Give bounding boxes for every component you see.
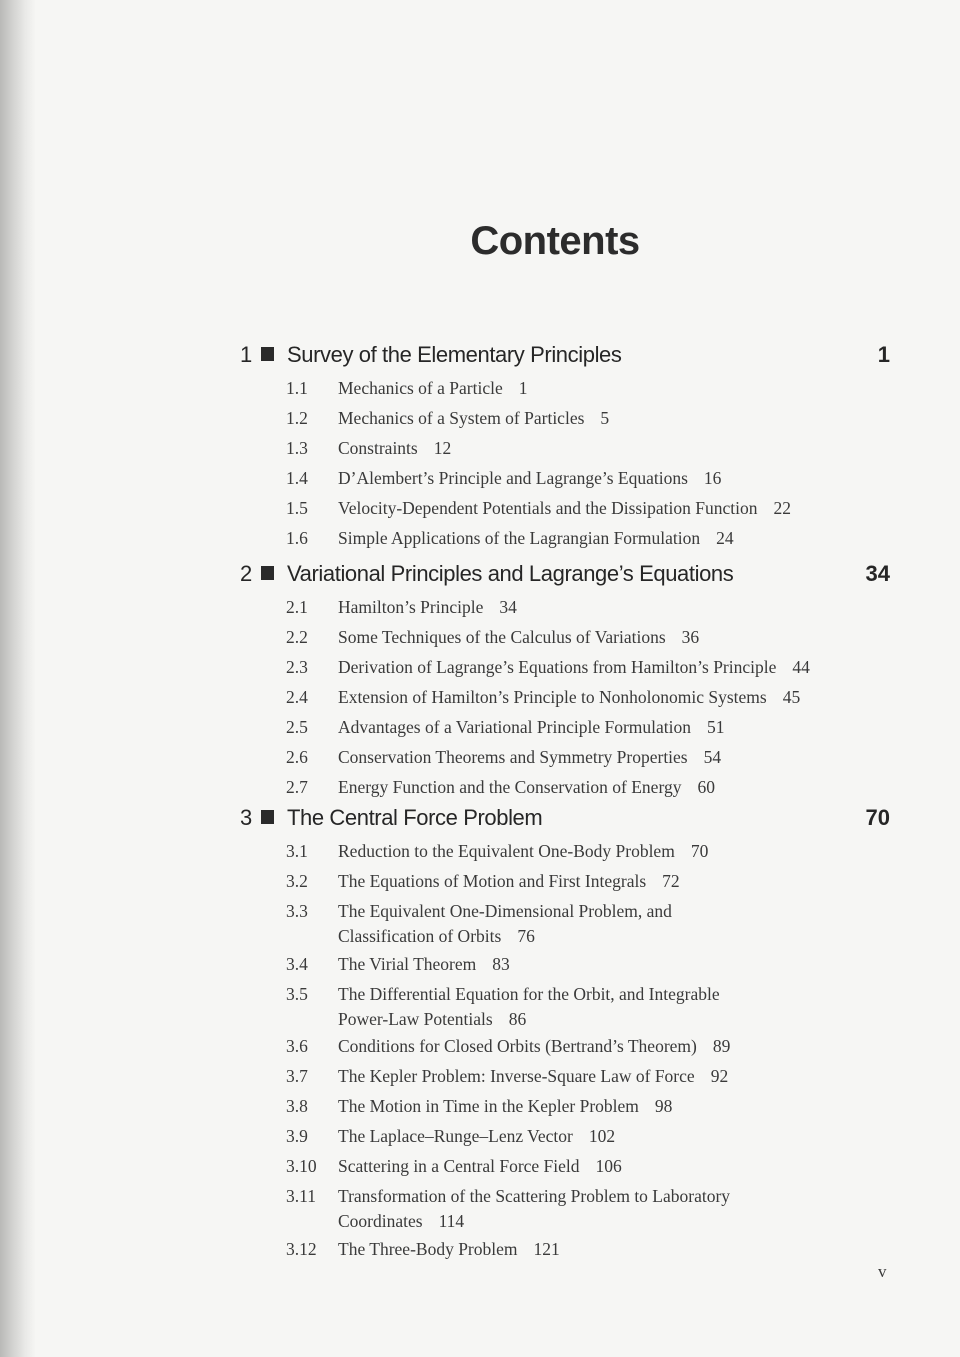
section-title: Reduction to the Equivalent One-Body Problem: [338, 841, 675, 861]
section-number: 2.3: [286, 657, 308, 677]
section-page: 70: [690, 841, 709, 861]
toc-entry[interactable]: [240, 745, 890, 773]
section-number: 3.12: [286, 1238, 317, 1259]
chapter-heading[interactable]: [240, 342, 890, 372]
chapter-title: Variational Principles and Lagrange’s Equations: [287, 561, 734, 586]
section-title: The Equivalent One-Dimensional Problem, and Classification of Orbits: [338, 901, 672, 946]
section-page: 89: [712, 1036, 731, 1056]
section-number: 3.10: [286, 1156, 317, 1176]
toc-entry[interactable]: [240, 466, 890, 494]
section-page: 36: [681, 627, 700, 647]
section-number: 1.6: [286, 528, 308, 548]
section-page: 5: [600, 408, 610, 428]
section-title: The Motion in Time in the Kepler Problem: [338, 1096, 639, 1116]
section-title: Conditions for Closed Orbits (Bertrand’s Theorem): [338, 1036, 697, 1056]
chapter-heading[interactable]: [240, 561, 890, 591]
section-page: 86: [508, 1008, 527, 1029]
toc-entry[interactable]: [240, 436, 890, 464]
section-page: 1: [518, 378, 528, 398]
section-number: 3.3: [286, 901, 308, 921]
chapter-page: 34: [865, 561, 890, 586]
toc-entry[interactable]: [240, 685, 890, 713]
toc-entry[interactable]: [240, 839, 890, 867]
section-title: D’Alembert’s Principle and Lagrange’s Equations: [338, 468, 688, 488]
toc-entry[interactable]: [240, 1124, 890, 1152]
toc-entry[interactable]: [240, 496, 890, 524]
section-title: The Equations of Motion and First Integrals: [338, 871, 647, 891]
toc-entry[interactable]: [240, 1154, 890, 1182]
section-title: The Differential Equation for the Orbit, and Integrable Power-Law Potentials: [338, 983, 720, 1029]
section-number: 3.4: [286, 953, 308, 974]
section-page: 76: [517, 926, 535, 946]
section-title: Some Techniques of the Calculus of Variations: [338, 627, 666, 647]
chapter-number: 3: [240, 805, 253, 830]
section-number: 2.4: [286, 687, 308, 707]
toc-entry[interactable]: [240, 595, 890, 623]
section-title: Energy Function and the Conservation of Energy: [338, 777, 682, 797]
section-list: [240, 376, 890, 554]
section-number: 2.1: [286, 597, 308, 617]
section-number: 1.2: [286, 408, 308, 428]
section-number: 2.2: [286, 627, 308, 647]
section-title: The Virial Theorem: [338, 953, 477, 974]
chapter-2: [240, 561, 890, 805]
section-number: 2.7: [286, 777, 308, 797]
section-page: 22: [773, 498, 791, 518]
chapter-page: 70: [865, 805, 890, 830]
section-title: Mechanics of a Particle: [338, 378, 503, 398]
section-number: 1.3: [286, 438, 308, 458]
section-page: 34: [499, 597, 517, 617]
section-list: [240, 595, 890, 803]
chapter-title: The Central Force Problem: [287, 805, 543, 830]
section-number: 1.5: [286, 498, 308, 518]
section-title: Velocity-Dependent Potentials and the Dissipation Function: [338, 498, 758, 518]
square-bullet-icon: [261, 347, 274, 361]
section-number: 3.7: [286, 1066, 308, 1086]
chapter-number: 2: [240, 561, 253, 586]
toc-entry[interactable]: [240, 526, 890, 554]
section-title: Hamilton’s Principle: [338, 597, 484, 617]
section-number: 3.8: [286, 1096, 308, 1116]
section-title: Advantages of a Variational Principle Formulation: [338, 717, 691, 737]
section-title: Scattering in a Central Force Field: [338, 1156, 580, 1176]
section-page: 121: [533, 1238, 560, 1259]
section-title: Conservation Theorems and Symmetry Properties: [338, 747, 688, 767]
section-number: 3.6: [286, 1036, 308, 1056]
section-page: 92: [710, 1066, 729, 1086]
section-number: 1.1: [286, 378, 308, 398]
section-title: Constraints: [338, 438, 418, 458]
section-page: 54: [703, 747, 722, 767]
page-title: Contents: [470, 218, 640, 263]
section-page: 83: [492, 953, 510, 974]
book-spine-shadow: [0, 0, 36, 1357]
toc-entry[interactable]: [240, 899, 890, 949]
toc-entry[interactable]: [240, 1034, 890, 1062]
section-title: Transformation of the Scattering Problem to Laboratory Coordinates: [338, 1186, 731, 1231]
section-title: Simple Applications of the Lagrangian Formulation: [338, 528, 701, 548]
section-number: 2.6: [286, 747, 308, 767]
page-folio: v: [878, 1262, 887, 1281]
section-number: 3.5: [286, 983, 308, 1004]
chapter-1: [240, 342, 890, 556]
chapter-number: 1: [240, 342, 253, 367]
section-list: [240, 839, 890, 1264]
section-page: 51: [707, 717, 725, 737]
section-title: Mechanics of a System of Particles: [338, 408, 585, 428]
chapter-3: [240, 805, 890, 1267]
section-title: The Three-Body Problem: [338, 1238, 518, 1259]
section-page: 60: [697, 777, 715, 797]
section-page: 45: [782, 687, 801, 707]
square-bullet-icon: [261, 566, 274, 580]
toc-entry[interactable]: [240, 1237, 890, 1265]
section-page: 98: [654, 1096, 673, 1116]
section-page: 44: [792, 657, 810, 677]
toc-entry[interactable]: [240, 982, 890, 1032]
toc-entry[interactable]: [240, 775, 890, 803]
section-page: 72: [662, 871, 680, 891]
section-page: 16: [703, 468, 722, 488]
section-number: 1.4: [286, 468, 308, 488]
section-title: Extension of Hamilton’s Principle to Nonholonomic Systems: [338, 687, 767, 707]
section-title: The Kepler Problem: Inverse-Square Law of Force: [338, 1066, 695, 1086]
section-page: 102: [588, 1126, 616, 1146]
section-page: 106: [595, 1156, 622, 1176]
section-number: 3.2: [286, 871, 308, 891]
chapter-heading[interactable]: [240, 805, 890, 835]
toc-entry[interactable]: [240, 1064, 890, 1092]
toc-entry[interactable]: [240, 625, 890, 653]
toc-entry[interactable]: [240, 869, 890, 897]
toc-entry[interactable]: [240, 952, 890, 980]
toc-entry[interactable]: [240, 376, 890, 404]
section-number: 2.5: [286, 717, 308, 737]
toc-entry[interactable]: [240, 406, 890, 434]
square-bullet-icon: [261, 810, 274, 824]
toc-entry[interactable]: [240, 1184, 890, 1234]
section-title: Derivation of Lagrange’s Equations from Hamilton’s Principle: [338, 657, 777, 677]
toc-entry[interactable]: [240, 715, 890, 743]
section-page: 24: [716, 528, 734, 548]
section-page: 114: [438, 1211, 465, 1231]
section-title: The Laplace–Runge–Lenz Vector: [338, 1126, 573, 1146]
section-number: 3.11: [286, 1186, 316, 1206]
toc-entry[interactable]: [240, 1094, 890, 1122]
section-number: 3.9: [286, 1126, 308, 1146]
chapter-page: 1: [877, 342, 890, 367]
chapter-title: Survey of the Elementary Principles: [287, 342, 622, 367]
section-number: 3.1: [286, 841, 308, 861]
section-page: 12: [433, 438, 452, 458]
toc-entry[interactable]: [240, 655, 890, 683]
